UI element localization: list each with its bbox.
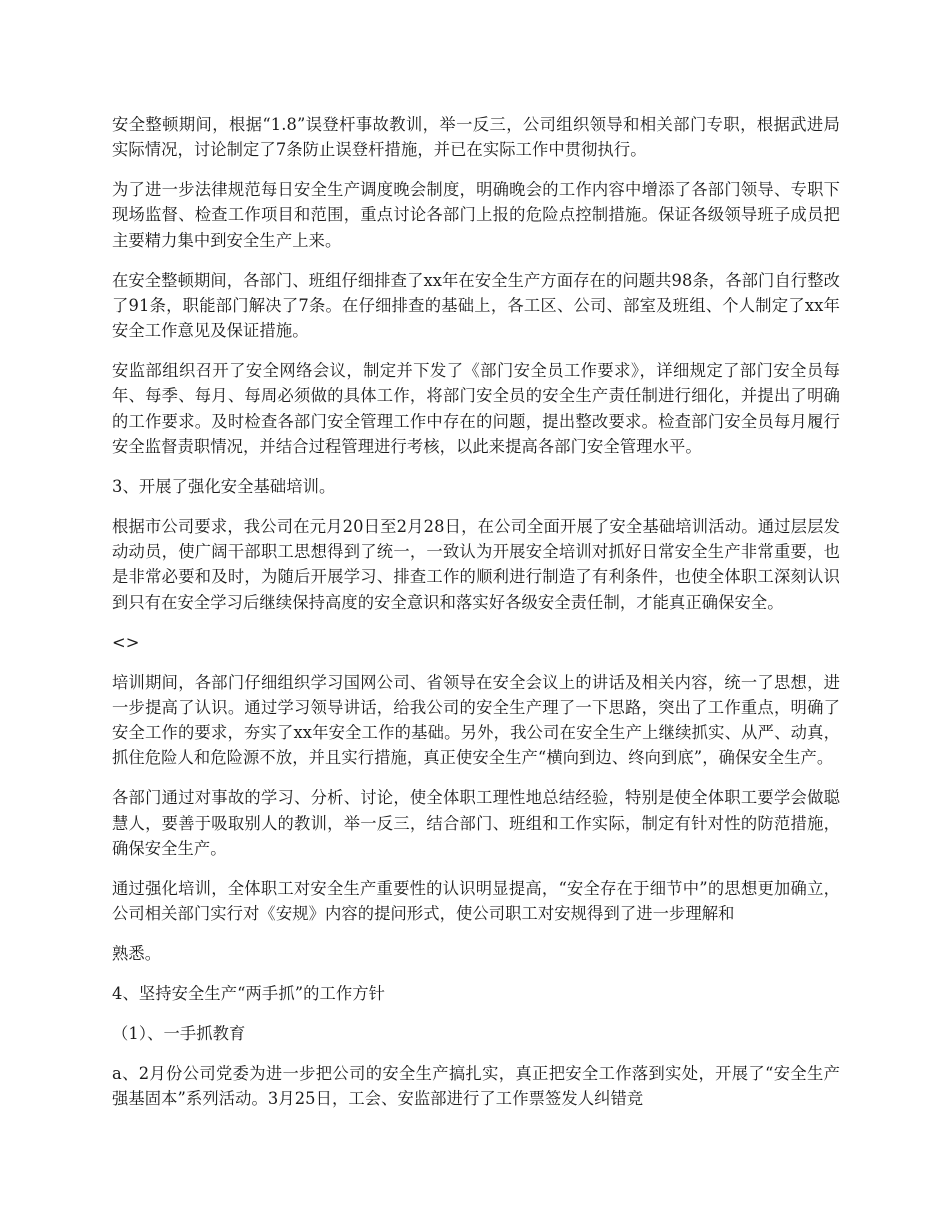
paragraph-5: 根据市公司要求，我公司在元月20日至2月28日，在公司全面开展了安全基础培训活动。通过层层发动动员，使广阔干部职工思想得到了统一，一致认为开展安全培训对抓好日常安全生产非常重要，也是非常必要和及时，为随后开展学习、排查工作的顺利进行制造了有利条件，也使全体职工深刻认识到只有在安全学习后继续保持高度的安全意识和落实好各级安全责任制，才能真正确保安全。 (112, 516, 840, 612)
paragraph-7: 各部门通过对事故的学习、分析、讨论，使全体职工理性地总结经验，特别是使全体职工要学会做聪慧人，要善于吸取别人的教训，举一反三，结合部门、班组和工作实际，制定有针对性的防范措施，确保安全生产。 (112, 788, 840, 858)
paragraph-3: 在安全整顿期间，各部门、班组仔细排查了xx年在安全生产方面存在的问题共98条，各部门自行整改了91条，职能部门解决了7条。在仔细排查的基础上，各工区、公司、部室及班组、个人制定了xx年安全工作意见及保证措施。 (112, 270, 840, 341)
paragraph-2: 为了进一步法律规范每日安全生产调度晚会制度，明确晚会的工作内容中增添了各部门领导、专职下现场监督、检查工作项目和范围，重点讨论各部门上报的危险点控制措施。保证各级领导班子成员把主要精力集中到安全生产上来。 (112, 180, 840, 250)
section-heading-4: 4、坚持安全生产“两手抓”的工作方针 (112, 983, 386, 1003)
subsection-heading-1: （1）、一手抓教育 (112, 1023, 246, 1043)
paragraph-1: 安全整顿期间，根据“1.8”误登杆事故教训，举一反三，公司组织领导和相关部门专职，根据武进局实际情况，讨论制定了7条防止误登杆措施，并已在实际工作中贯彻执行。 (112, 115, 840, 160)
placeholder-marker: <> (112, 632, 140, 652)
paragraph-8: 通过强化培训，全体职工对安全生产重要性的认识明显提高，“安全存在于细节中”的思想更加确立，公司相关部门实行对《安规》内容的提问形式，使公司职工对安规得到了进一步理解和 (112, 878, 840, 924)
paragraph-6: 培训期间，各部门仔细组织学习国网公司、省领导在安全会议上的讲话及相关内容，统一了思想，进一步提高了认识。通过学习领导讲话，给我公司的安全生产理了一下思路，突出了工作重点，明确了安全工作的要求，夯实了xx年安全工作的基础。另外，我公司在安全生产上继续抓实、从严、动真，抓住危险人和危险源不放，并且实行措施，真正使安全生产“横向到边、终向到底”，确保安全生产。 (112, 672, 840, 768)
paragraph-4: 安监部组织召开了安全网络会议，制定并下发了《部门安全员工作要求》，详细规定了部门安全员每年、每季、每月、每周必须做的具体工作，将部门安全员的安全生产责任制进行细化，并提出了明确的工作要求。及时检查各部门安全管理工作中存在的问题，提出整改要求。检查部门安全员每月履行安全监督责职情况，并结合过程管理进行考核，以此来提高各部门安全管理水平。 (112, 361, 840, 457)
paragraph-9: a、2月份公司党委为进一步把公司的安全生产搞扎实，真正把安全工作落到实处，开展了“安全生产强基固本”系列活动。3月25日，工会、安监部进行了工作票签发人纠错竞 (112, 1063, 840, 1108)
section-heading-3: 3、开展了强化安全基础培训。 (112, 476, 336, 496)
paragraph-8-continuation: 熟悉。 (112, 943, 162, 963)
